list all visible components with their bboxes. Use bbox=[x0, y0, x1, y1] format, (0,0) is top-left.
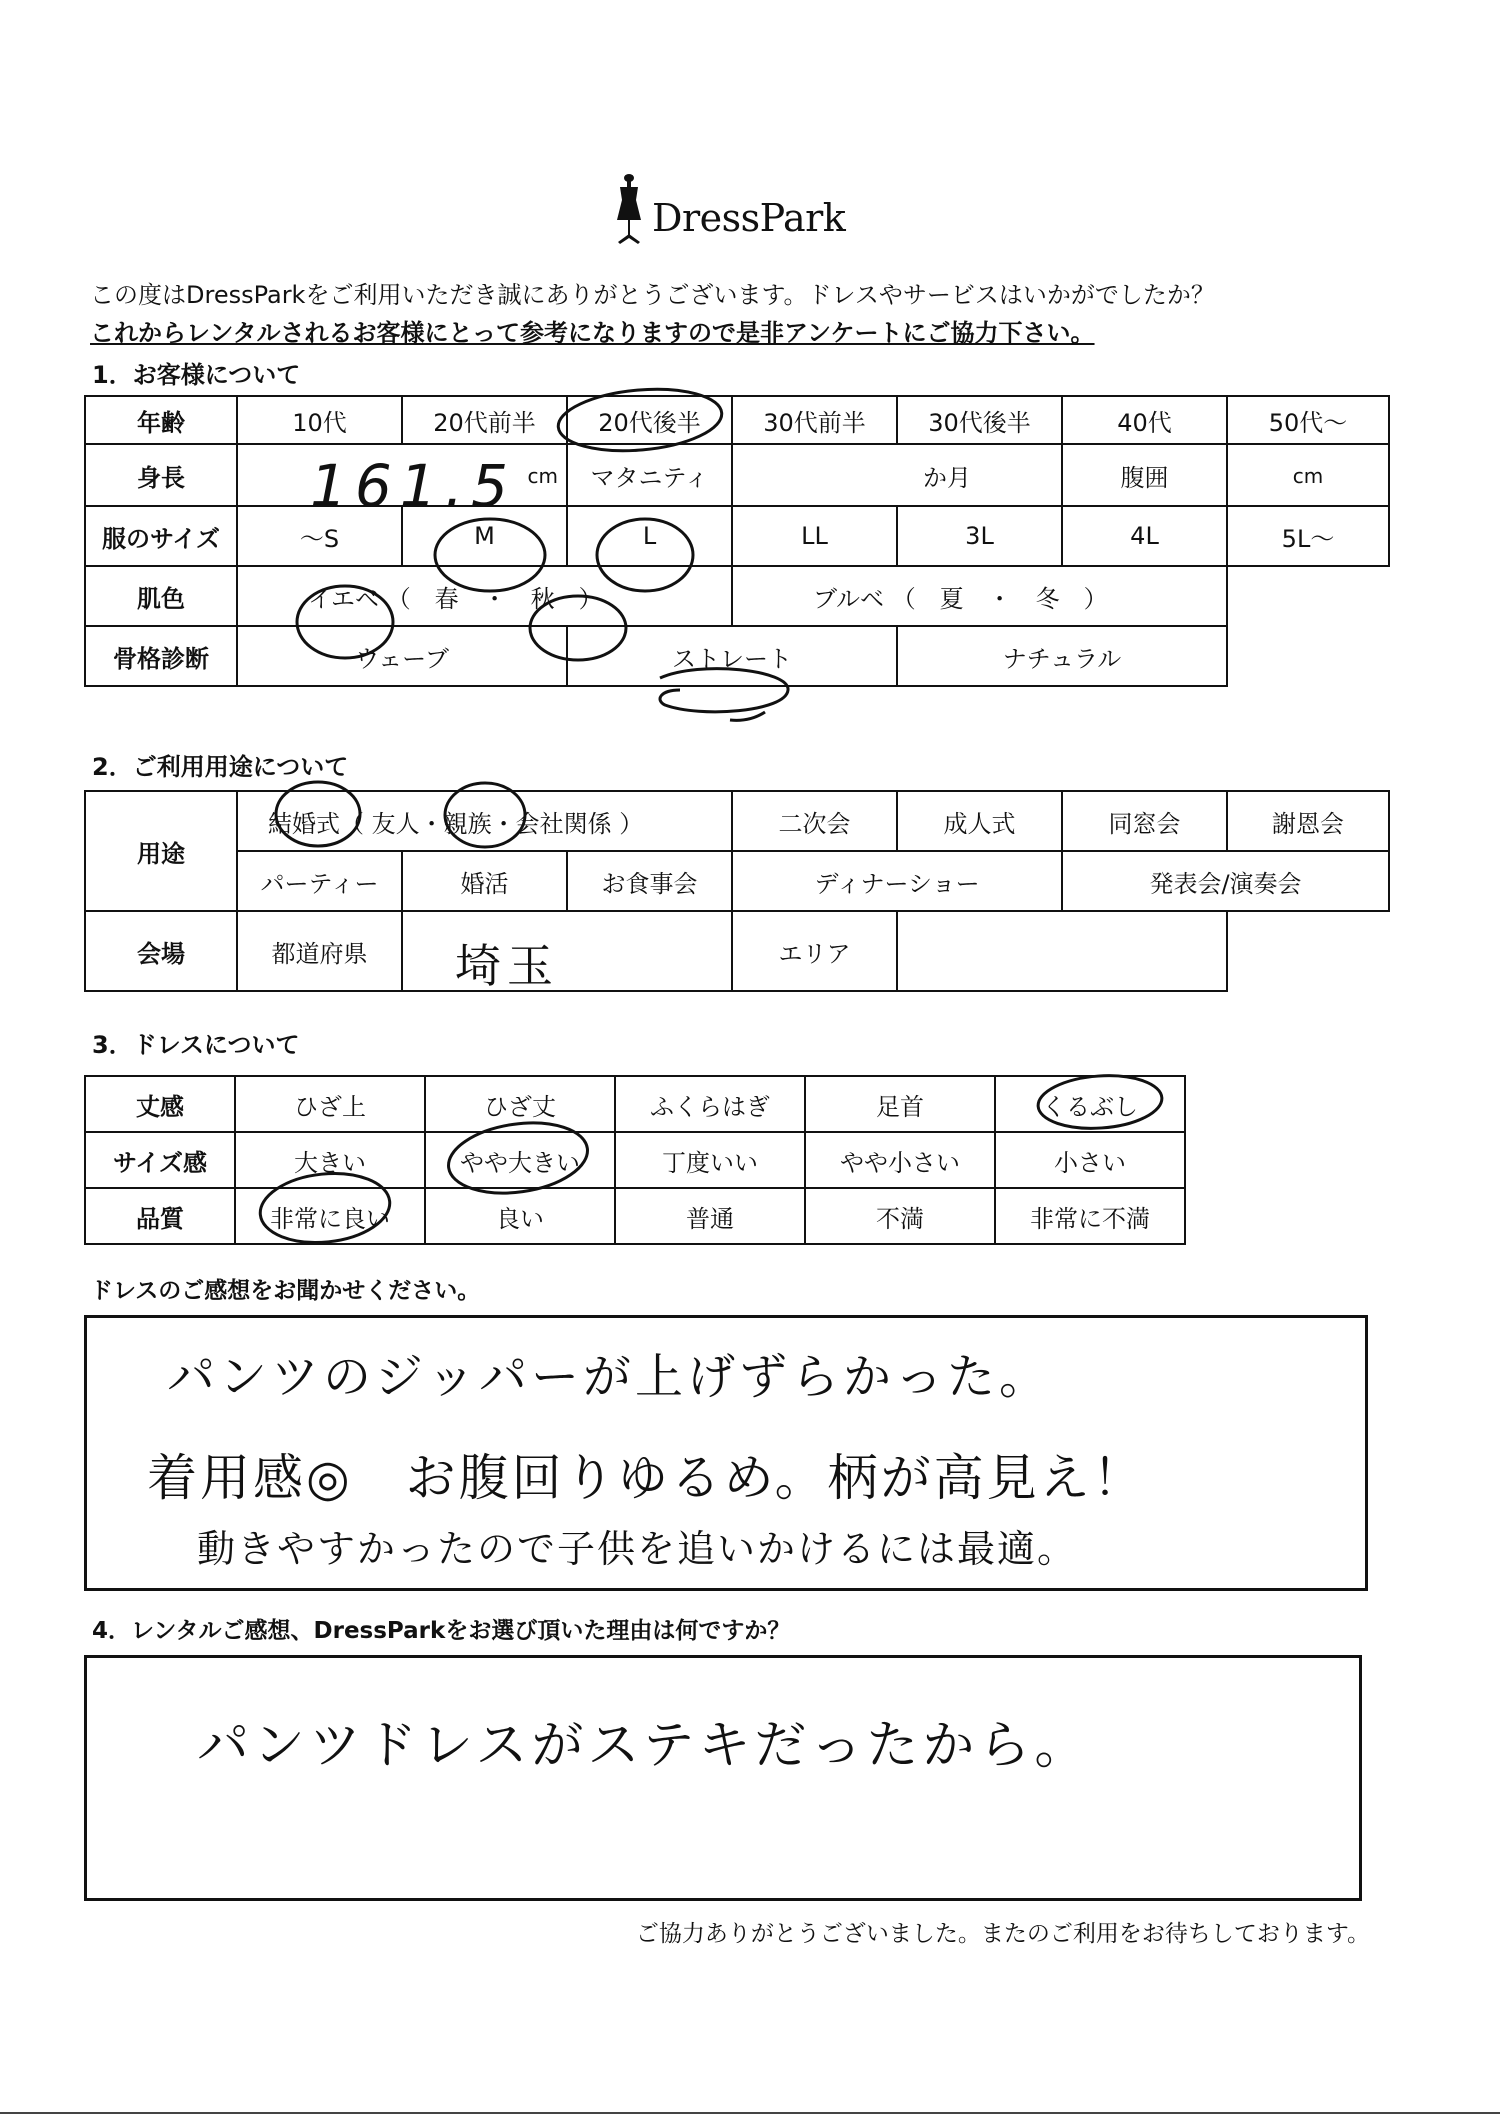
quality-option-very-unsatisfied[interactable]: 非常に不満 bbox=[995, 1188, 1185, 1244]
skin-yellow-seasons: （ 春 ・ 秋 ） bbox=[386, 584, 603, 613]
fit-option-slightly-small[interactable]: やや小さい bbox=[805, 1132, 995, 1188]
length-option-knee[interactable]: ひざ丈 bbox=[425, 1076, 615, 1132]
brand-name: DressPark bbox=[652, 196, 846, 240]
section2-title: 2．ご利用用途について bbox=[92, 753, 349, 781]
section4-title: 4．レンタルご感想、DressParkをお選び頂いた理由は何ですか？ bbox=[92, 1618, 791, 1644]
intro-text: この度はDressParkをご利用いただき誠にありがとうございます。ドレスやサービスはいかがでしたか？ bbox=[90, 281, 1215, 309]
size-option-m[interactable]: M bbox=[402, 506, 567, 566]
purpose-coming-of-age[interactable]: 成人式 bbox=[897, 791, 1062, 851]
skeleton-option-straight[interactable]: ストレート bbox=[567, 626, 897, 686]
quality-label: 品質 bbox=[85, 1188, 235, 1244]
purpose-wedding[interactable]: 結婚式（ 友人・親族・会社関係 ） bbox=[237, 791, 732, 851]
quality-option-unsatisfied[interactable]: 不満 bbox=[805, 1188, 995, 1244]
age-option-10s[interactable]: 10代 bbox=[237, 396, 402, 444]
height-handwritten-value: 161.5 bbox=[310, 452, 517, 520]
months-unit: か月 bbox=[923, 463, 971, 492]
closing-message: ご協力ありがとうございました。またのご利用をお待ちしております。 bbox=[635, 1921, 1370, 1947]
fit-label: サイズ感 bbox=[85, 1132, 235, 1188]
waist-field[interactable] bbox=[1227, 444, 1389, 506]
impression-title: ドレスのご感想をお聞かせください。 bbox=[90, 1278, 481, 1304]
fit-option-just-right[interactable]: 丁度いい bbox=[615, 1132, 805, 1188]
size-option-l[interactable]: L bbox=[567, 506, 732, 566]
waist-unit: cm bbox=[1292, 464, 1324, 488]
size-label: 服のサイズ bbox=[85, 506, 237, 566]
area-field[interactable] bbox=[897, 911, 1227, 991]
purpose-thanks-party[interactable]: 謝恩会 bbox=[1227, 791, 1389, 851]
age-option-early30s[interactable]: 30代前半 bbox=[732, 396, 897, 444]
prefecture-handwritten-value: 埼玉 bbox=[455, 939, 559, 993]
skin-blue-option[interactable] bbox=[732, 566, 1227, 626]
length-label: 丈感 bbox=[85, 1076, 235, 1132]
size-option-3l[interactable]: 3L bbox=[897, 506, 1062, 566]
purpose-label: 用途 bbox=[85, 791, 237, 911]
purpose-recital[interactable]: 発表会/演奏会 bbox=[1062, 851, 1389, 911]
purpose-dinner[interactable]: お食事会 bbox=[567, 851, 732, 911]
customer-table bbox=[84, 395, 1390, 687]
impression-line-2: 着用感◎ お腹回りゆるめ。柄が高見え！ bbox=[147, 1449, 1146, 1507]
fit-option-small[interactable]: 小さい bbox=[995, 1132, 1185, 1188]
reason-box[interactable] bbox=[84, 1655, 1362, 1901]
size-option-ll[interactable]: LL bbox=[732, 506, 897, 566]
size-option-5l[interactable]: 5L～ bbox=[1227, 506, 1389, 566]
impression-line-1: パンツのジッパーが上げずらかった。 bbox=[167, 1349, 1052, 1405]
length-option-ankle[interactable]: 足首 bbox=[805, 1076, 995, 1132]
fit-option-slightly-large[interactable]: やや大きい bbox=[425, 1132, 615, 1188]
purpose-dinner-show[interactable]: ディナーショー bbox=[732, 851, 1062, 911]
age-option-40s[interactable]: 40代 bbox=[1062, 396, 1227, 444]
impression-line-3: 動きやすかったので子供を追いかけるには最適。 bbox=[197, 1527, 1078, 1571]
skeleton-option-wave[interactable]: ウェーブ bbox=[237, 626, 567, 686]
dress-table bbox=[84, 1075, 1186, 1245]
prefecture-label: 都道府県 bbox=[237, 911, 402, 991]
length-option-above-knee[interactable]: ひざ上 bbox=[235, 1076, 425, 1132]
maternity-months-field[interactable] bbox=[732, 444, 1062, 506]
skeleton-option-natural[interactable]: ナチュラル bbox=[897, 626, 1227, 686]
purpose-afterparty[interactable]: 二次会 bbox=[732, 791, 897, 851]
quality-option-average[interactable]: 普通 bbox=[615, 1188, 805, 1244]
venue-label: 会場 bbox=[85, 911, 237, 991]
purpose-reunion[interactable]: 同窓会 bbox=[1062, 791, 1227, 851]
section3-title: 3．ドレスについて bbox=[92, 1031, 300, 1059]
waist-label: 腹囲 bbox=[1062, 444, 1227, 506]
skin-blue-label: ブルベ bbox=[813, 584, 885, 613]
size-option-s[interactable]: ～S bbox=[237, 506, 402, 566]
usage-table bbox=[84, 790, 1390, 992]
length-option-calf[interactable]: ふくらはぎ bbox=[615, 1076, 805, 1132]
length-option-anklebone[interactable]: くるぶし bbox=[995, 1076, 1185, 1132]
age-option-50s-plus[interactable]: 50代～ bbox=[1227, 396, 1389, 444]
height-unit: cm bbox=[527, 464, 558, 488]
skin-label: 肌色 bbox=[85, 566, 237, 626]
skin-blue-seasons: （ 夏 ・ 冬 ） bbox=[891, 584, 1108, 613]
quality-option-good[interactable]: 良い bbox=[425, 1188, 615, 1244]
age-option-early20s[interactable]: 20代前半 bbox=[402, 396, 567, 444]
fit-option-large[interactable]: 大きい bbox=[235, 1132, 425, 1188]
maternity-label: マタニティ bbox=[567, 444, 732, 506]
size-option-4l[interactable]: 4L bbox=[1062, 506, 1227, 566]
purpose-party[interactable]: パーティー bbox=[237, 851, 402, 911]
skin-yellow-label: イエベ bbox=[308, 584, 380, 613]
height-label: 身長 bbox=[85, 444, 237, 506]
area-label: エリア bbox=[732, 911, 897, 991]
reason-answer: パンツドレスがステキだったから。 bbox=[197, 1716, 1091, 1776]
section1-title: 1．お客様について bbox=[92, 361, 301, 389]
skeleton-label: 骨格診断 bbox=[85, 626, 237, 686]
age-option-late30s[interactable]: 30代後半 bbox=[897, 396, 1062, 444]
quality-option-very-good[interactable]: 非常に良い bbox=[235, 1188, 425, 1244]
purpose-konkatsu[interactable]: 婚活 bbox=[402, 851, 567, 911]
impression-box[interactable] bbox=[84, 1315, 1368, 1591]
age-label: 年齢 bbox=[85, 396, 237, 444]
bottom-scan-line bbox=[0, 2112, 1500, 2114]
age-option-late20s[interactable]: 20代後半 bbox=[567, 396, 732, 444]
skin-yellow-option[interactable] bbox=[237, 566, 732, 626]
intro-request: これからレンタルされるお客様にとって参考になりますので是非アンケートにご協力下さい。 bbox=[90, 319, 1095, 347]
prefecture-field[interactable] bbox=[402, 911, 732, 991]
